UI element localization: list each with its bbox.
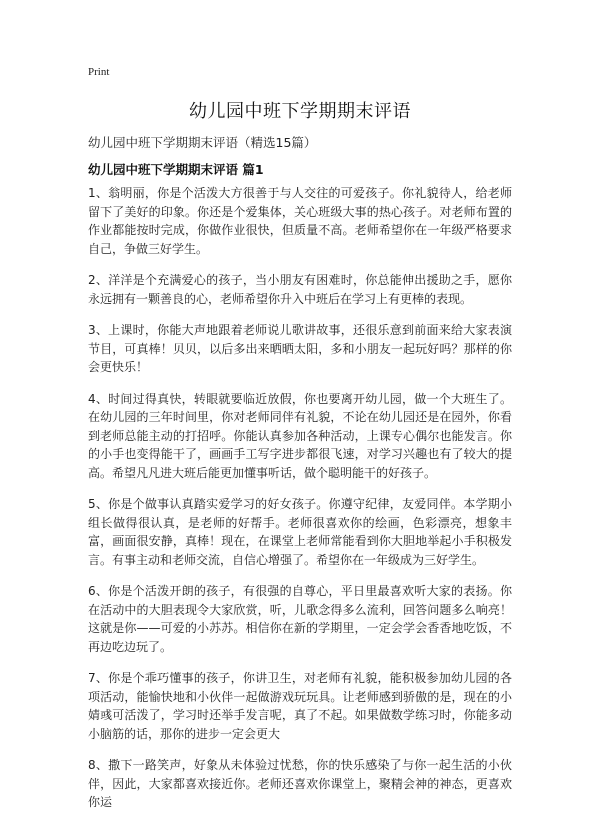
paragraph-4: 4、时间过得真快，转眼就要临近放假，你也要离开幼儿园，做一个大班生了。在幼儿园的三年时间里，你对老师同伴有礼貌，不论在幼儿园还是在园外，你看到老师总能主动的打招呼。你能认真参加各种活动，上课专心偶尔也能发言。你的小手也变得能干了，画画手工写字进步都很飞速，对学习兴趣也有了较大的提高。希望凡凡进大班后能更加懂事听话，做个聪明能干的好孩子。 [88,391,512,480]
document-subtitle: 幼儿园中班下学期期末评语（精选15篇） [88,135,317,150]
paragraph-7: 7、你是个乖巧懂事的孩子，你讲卫生，对老师有礼貌，能积极参加幼儿园的各项活动，能愉快地和小伙伴一起做游戏玩玩具。让老师感到骄傲的是，现在的小婧彧可活泼了，学习时还举手发言呢，真了不起。如果做数学练习时，你能多动小脑筋的话，那你的进步一定会更大 [88,671,512,741]
page-title: 幼儿园中班下学期期末评语 [189,101,411,122]
paragraph-1: 1、翁明丽，你是个活泼大方很善于与人交往的可爱孩子。你礼貌待人，给老师留下了美好的印象。你还是个爱集体，关心班级大事的热心孩子。对老师布置的作业都能按时完成，你做作业很快，但质量不高。老师希望你在一年级严格要求自己，争做三好学生。 [88,186,512,256]
paragraph-3: 3、上课时，你能大声地跟着老师说儿歌讲故事，还很乐意到前面来给大家表演节目，可真棒！贝贝，以后多出来晒晒太阳，多和小朋友一起玩好吗？那样的你会更快乐！ [88,323,512,374]
paragraph-8: 8、撒下一路笑声，好象从未体验过忧愁，你的快乐感染了与你一起生活的小伙伴，因此，大家都喜欢接近你。老师还喜欢你课堂上，聚精会神的神态，更喜欢你运 [88,758,512,809]
paragraph-6: 6、你是个活泼开朗的孩子，有很强的自尊心，平日里最喜欢听大家的表扬。你在活动中的大胆表现令大家欣赏，听，儿歌念得多么流利，回答问题多么响亮！这就是你——可爱的小苏苏。相信你在新的学期里，一定会学会香香地吃饭，不再边吃边玩了。 [88,584,512,654]
print-link[interactable]: Print [88,66,110,78]
paragraph-2: 2、洋洋是个充满爱心的孩子，当小朋友有困难时，你总能伸出援助之手，愿你永远拥有一颗善良的心，老师希望你升入中班后在学习上有更棒的表现。 [88,273,512,306]
document-body [88,184,512,825]
paragraph-5: 5、你是个做事认真踏实爱学习的好女孩子。你遵守纪律，友爱同伴。本学期小组长做得很认真，是老师的好帮手。老师很喜欢你的绘画，色彩漂亮，想象丰富，画面很安静，真棒！现在，在课堂上老师常能看到你大胆地举起小手积极发言。有事主动和老师交流，自信心增强了。希望你在一年级成为三好学生。 [88,497,512,567]
section-heading: 幼儿园中班下学期期末评语 篇1 [88,162,264,177]
